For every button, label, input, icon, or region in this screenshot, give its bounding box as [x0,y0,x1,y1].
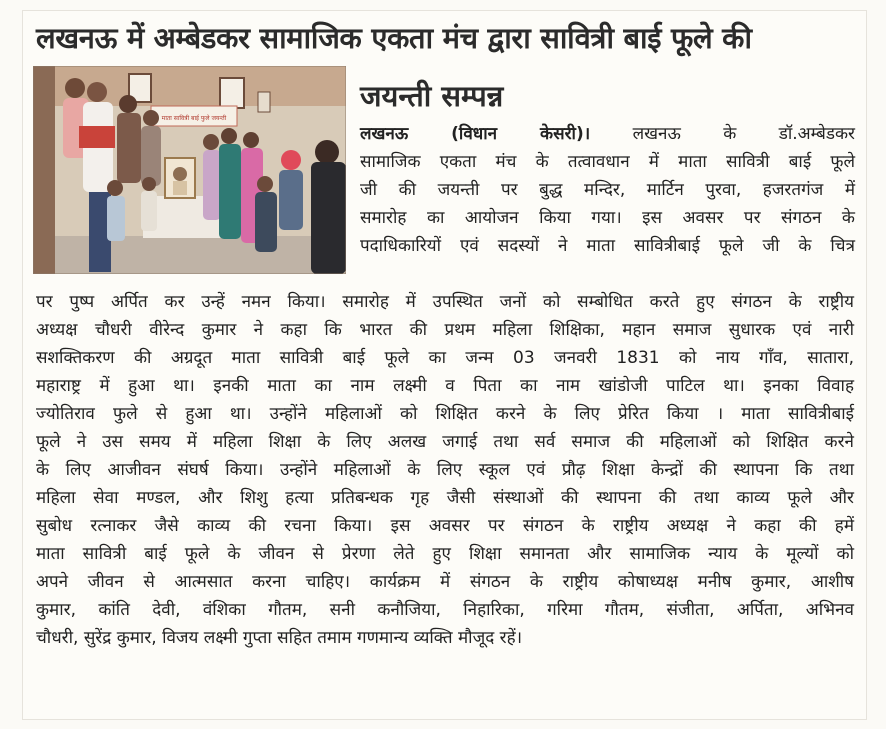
article-line: सशक्तिकरण की अग्रदूत माता सावित्री बाई फूले का जन्म 03 जनवरी 1831 को नाय गाँव, सातारा, [36,348,854,368]
event-photo [33,66,346,274]
article-line: समारोह का आयोजन किया गया। इस अवसर पर संगठन के [360,208,855,228]
article-line: फूले ने उस समय में महिला शिक्षा के लिए अलख जगाई तथा सर्व समाज की महिलाओं को शिक्षित करने [36,432,854,452]
article-line: माता सावित्री बाई फूले के जीवन से प्रेरणा लेते हुए शिक्षा समानता और सामाजिक न्याय के मूल्यों को [36,544,854,564]
headline-line-2: जयन्ती सम्पन्न [360,79,504,113]
dateline: लखनऊ (विधान केसरी)। [360,124,591,144]
article-line: पर पुष्प अर्पित कर उन्हें नमन किया। समारोह में उपस्थित जनों को सम्बोधित करते हुए संगठन के राष्ट्रीय [36,292,854,312]
article-line: के लिए आजीवन संघर्ष किया। उन्होंने महिलाओं के लिए स्कूल एवं प्रौढ़ शिक्षा केन्द्रों की स्थापना कि तथा [36,460,854,480]
article-line: महिला सेवा मण्डल, और शिशु हत्या प्रतिबन्धक गृह जैसी संस्थाओं की स्थापना की तथा काव्य फूले और [36,488,854,508]
article-line: चौधरी, सुरेंद्र कुमार, विजय लक्ष्मी गुप्ता सहित तमाम गणमान्य व्यक्ति मौजूद रहें। [36,628,523,648]
event-photo-illustration [33,66,346,274]
banner-text: माता सावित्री बाई फुले जयन्ती [161,115,227,122]
article-line: महाराष्ट्र में हुआ था। इनकी माता का नाम लक्ष्मी व पिता का नाम खांडोजी पाटिल था। इनका विवाह [36,376,854,396]
article-line: अध्यक्ष चौधरी वीरेन्द कुमार ने कहा कि भारत की प्रथम महिला शिक्षिका, महान समाज सुधारक एवं नारी [36,320,854,340]
article-line: ज्योतिराव फुले से हुआ था। उन्होंने महिलाओं को शिक्षित करने के लिए प्रेरित किया । माता सावित्रीबाई [36,404,854,424]
article-line: सामाजिक एकता मंच के तत्वावधान में माता सावित्री बाई फूले [360,152,855,172]
article-line [360,120,855,148]
article-line: जी की जयन्ती पर बुद्ध मन्दिर, मार्टिन पुरवा, हजरतगंज में [360,180,855,200]
article-line: पदाधिकारियों एवं सदस्यों ने माता सावित्रीबाई फूले जी के चित्र [360,236,855,256]
article-line: कुमार, कांति देवी, वंशिका गौतम, सनी कनौजिया, निहारिका, गरिमा गौतम, संजीता, अर्पिता, अभिनव [36,600,854,620]
article-line: अपने जीवन से आत्मसात करना चाहिए। कार्यक्रम में संगठन के राष्ट्रीय कोषाध्यक्ष मनीष कुमार, आशीष [36,572,854,592]
article-line-text: लखनऊ के डॉ.अम्बेडकर [590,124,855,144]
article-body-right-column [360,120,855,260]
article-line: सुबोध रत्नाकर जैसे काव्य की रचना किया। इस अवसर पर संगठन के राष्ट्रीय अध्यक्ष ने कहा की हमें [36,516,854,536]
headline-line-1: लखनऊ में अम्बेडकर सामाजिक एकता मंच द्वारा सावित्री बाई फूले की [36,21,752,55]
article-body-full-width [36,288,854,652]
